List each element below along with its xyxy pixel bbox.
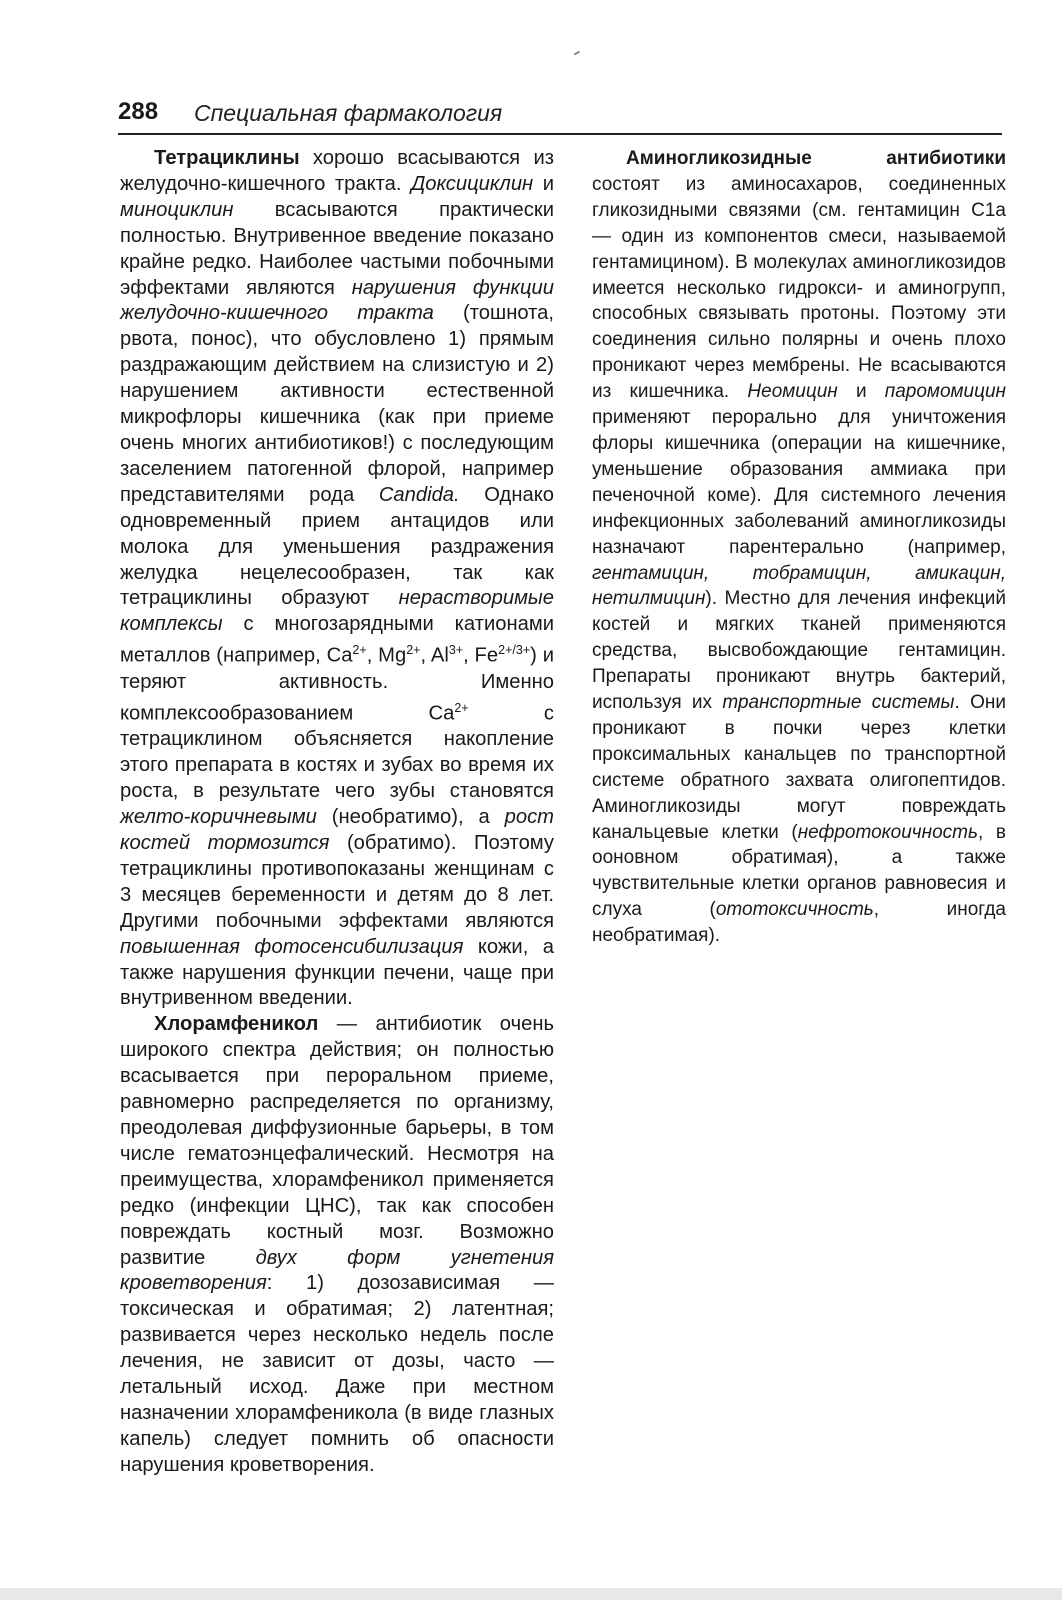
body-text: применяют перорально для уничтожения флоры кишечника (операции на кишечнике, уменьшение образования аммиака при печеночной коме). Для системного лечения инфекционных заболеваний аминогликозиды назначают парентерально (например, — [592, 407, 1006, 558]
body-text: ) и теряют активность. Именно комплексообразованием Ca — [120, 644, 555, 725]
emphasized-text: Candida. — [378, 483, 460, 506]
body-text: , иногда необратимая). — [592, 899, 1006, 947]
page-number: 288 — [118, 98, 159, 125]
emphasized-text: миноциклин — [120, 198, 234, 221]
body-text: , Fe — [463, 644, 499, 667]
emphasized-text: Доксициклин — [411, 172, 534, 195]
body-text: и — [533, 172, 554, 195]
body-text: с тетрациклином объясняется накопление этого препарата в костях и зубах во время их роста, в результате чего зубы становятся — [120, 702, 555, 803]
body-text: хорошо всасываются из желудочно-кишечного тракта. — [120, 147, 554, 195]
running-title: Специальная фармакология — [194, 100, 503, 126]
emphasized-text: Неомицин — [747, 381, 838, 403]
ion-charge: 2+ — [406, 643, 421, 658]
body-text: , Mg — [366, 644, 407, 667]
scan-bottom-edge — [0, 1588, 1062, 1600]
paragraph-chloramphenicol — [120, 1012, 554, 1478]
emphasized-text: паромомицин — [884, 381, 1006, 403]
ion-charge: 3+ — [448, 643, 464, 658]
left-column — [120, 146, 554, 1479]
term-heading: Тетрациклины — [154, 147, 300, 169]
ion-charge: 2+ — [352, 643, 367, 658]
body-text: , Al — [420, 644, 449, 667]
emphasized-text: гентамицин, тобрамицин, амикацин, нетилмицин — [592, 562, 1006, 610]
scan-artifact — [574, 51, 580, 56]
emphasized-text: нерастворимые комплексы — [120, 587, 554, 636]
body-text: Ca — [326, 644, 353, 667]
body-text: . Они проникают в почки через клетки проксимальных канальцев по транспортной системе обратного захвата олигопептидов. Аминогликозиды могут повреждать канальцевые клетки ( — [592, 692, 1007, 843]
body-text: (обратимо). Поэтому тетрациклины противопоказаны женщинам с 3 месяцев беременности и детям до 8 лет. Другими побочными эффектами являются — [120, 832, 555, 932]
body-text: с многозарядными катионами металлов (например, — [120, 613, 554, 667]
body-text: состоят из аминосахаров, соединенных гликозидными связями (см. гентамицин C1a — один из компонентов смеси, называемой гентамицином). В молекулах аминогликозидов имеется несколько гидрокси- и аминогрупп, способных связывать протоны. Поэтому эти соединения сильно полярны и очень плохо проникают через мембрены. Не всасываются из кишечника. — [592, 173, 1006, 403]
paragraph-tetracyclines — [120, 146, 554, 1012]
emphasized-text: двух форм угнетения кроветворения — [120, 1246, 554, 1295]
body-text: , в ооновном обратимая), а также чувствительные клетки органов равновесия и слуха ( — [592, 821, 1006, 921]
emphasized-text: повышенная фотосенсибилизация — [120, 935, 464, 958]
ion-charge: 2+/3+ — [498, 643, 531, 658]
term-heading: Хлорамфеникол — [154, 1013, 319, 1036]
paragraph-aminoglycosides — [592, 146, 1006, 949]
emphasized-text: нефротокоичность — [797, 821, 978, 843]
body-text: Однако одновременный прием антацидов или молока для уменьшения раздражения желудка нецелесообразен, так как тетрациклины образуют — [120, 483, 554, 610]
body-text: ). Местно для лечения инфекций костей и мягких тканей применяются средства, высвобождающие гентамицин. Препараты проникают внутрь бактерий, используя их — [592, 588, 1006, 714]
right-column — [592, 146, 1006, 949]
emphasized-text: нарушения функции желудочно-кишечного тракта — [120, 276, 554, 325]
emphasized-text: рост костей тормозится — [120, 806, 554, 855]
emphasized-text: транспортные системы — [722, 692, 955, 714]
body-text: : 1) дозозависимая — токсическая и обратимая; 2) латентная; развивается через несколько недель после лечения, не зависит от дозы, часто — летальный исход. Даже при местном назначении хлорамфеникола (в виде глазных капель) следует помнить об опасности нарушения кроветворения. — [120, 1272, 554, 1476]
body-text: и — [837, 381, 885, 403]
emphasized-text: желто-коричневыми — [120, 806, 317, 829]
body-text: — антибиотик очень широкого спектра действия; он полностью всасывается при пероральном приеме, равномерно распределяется по организму, преодолевая диффузионные барьеры, в том числе гематоэнцефалический. Несмотря на преимущества, хлорамфеникол применяется редко (инфекции ЦНС), так как способен повреждать костный мозг. Возможно развитие — [120, 1013, 554, 1269]
body-text: (необратимо), а — [316, 806, 505, 829]
page-header — [118, 98, 1002, 134]
body-text: кожи, а также нарушения функции печени, чаще при внутривенном введении. — [120, 935, 554, 1010]
header-rule — [118, 133, 1002, 135]
emphasized-text: ототоксичность — [715, 899, 874, 921]
body-text: всасываются практически полностью. Внутривенное введение показано крайне редко. Наиболее частыми побочными эффектами являются — [120, 198, 554, 299]
body-text: (тошнота, рвота, понос), что обусловлено 1) прямым раздражающим действием на слизистую и 2) нарушением активности естественной микрофлоры кишечника (как при приеме очень многих антибиотиков!) с последующим заселением патогенной флорой, например представителями рода — [120, 302, 555, 506]
ion-charge: 2+ — [454, 700, 469, 715]
term-heading: Аминогликозидные антибиотики — [626, 148, 1006, 169]
